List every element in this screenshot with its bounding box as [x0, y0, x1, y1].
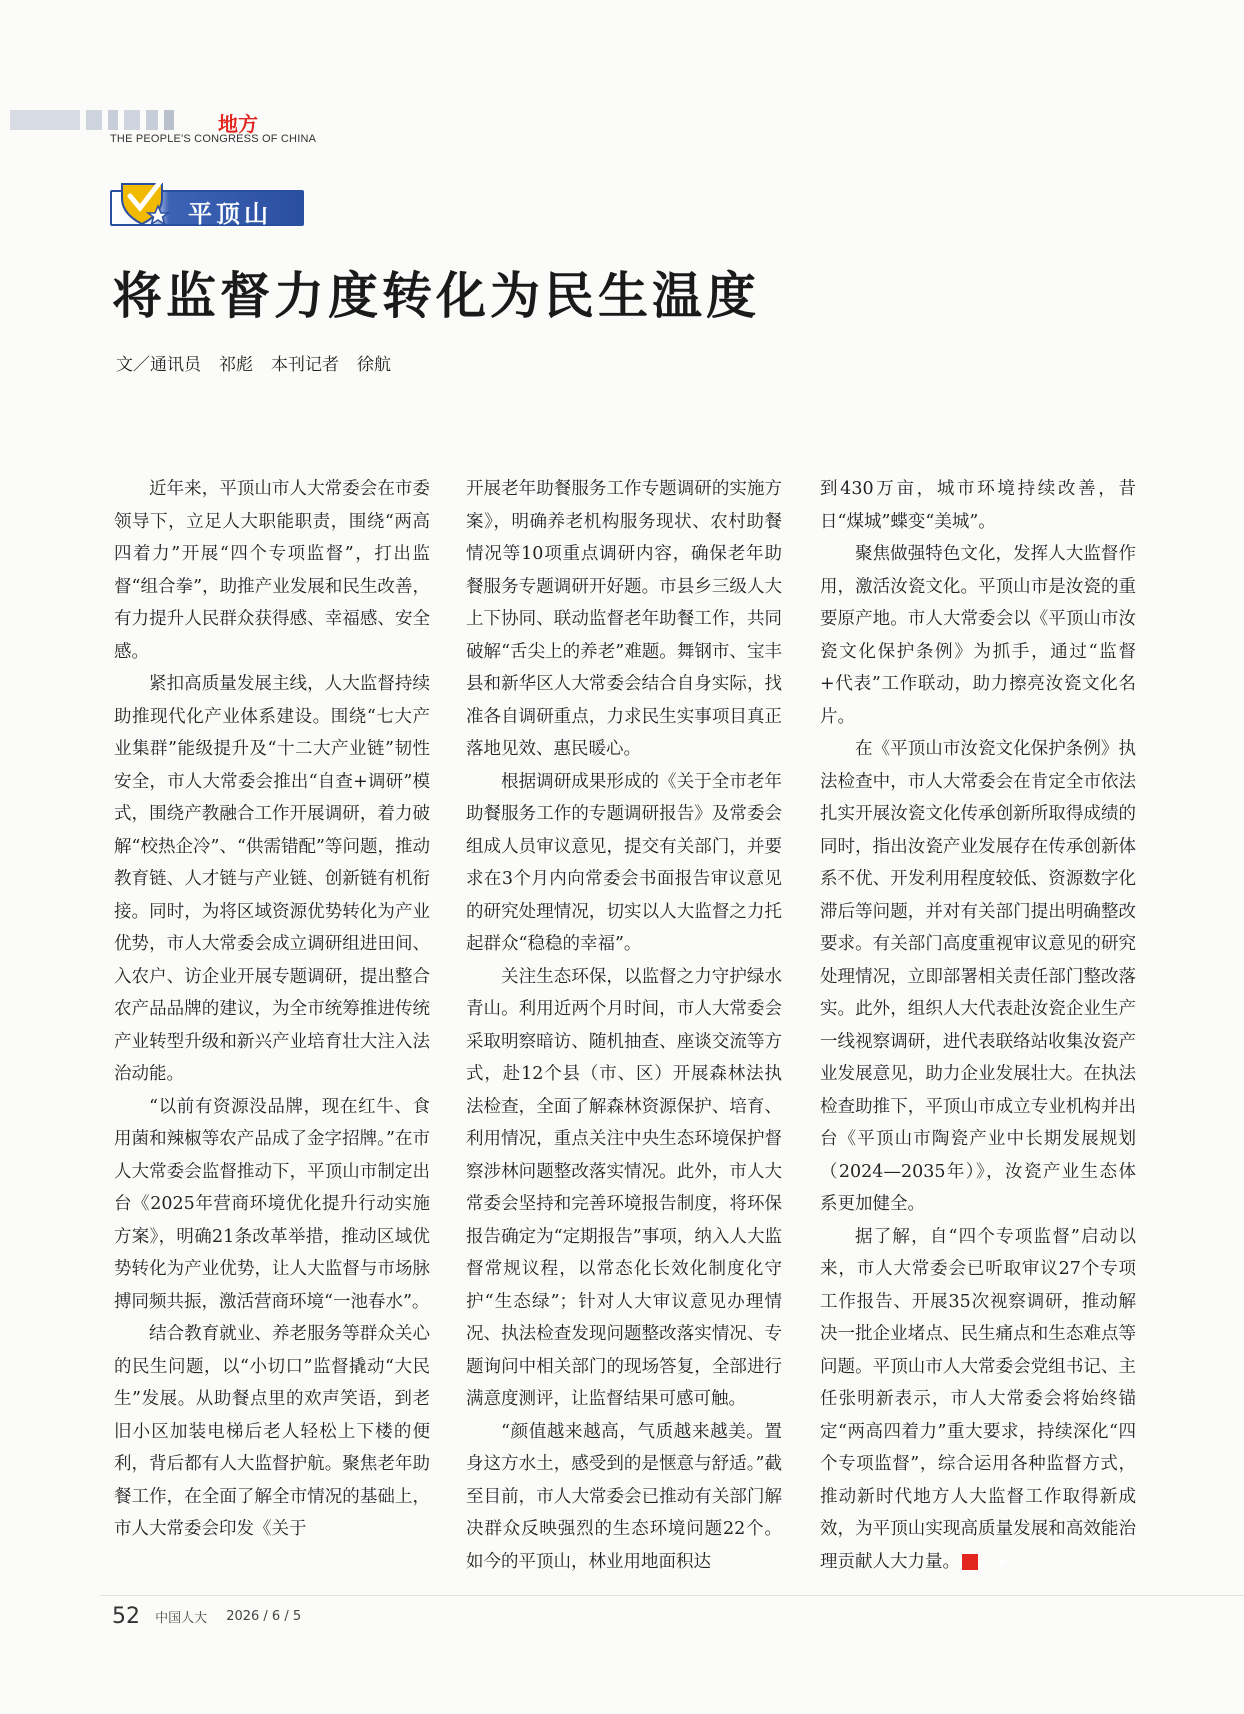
paragraph: 根据调研成果形成的《关于全市老年助餐服务工作的专题调研报告》及常委会组成人员审议意见，提交有关部门，并要求在3个月内向常委会书面报告审议意见的研究处理情况，切实以人大监督之力托起群众“稳稳的幸福”。	[466, 771, 782, 954]
byline-author-1: 祁彪	[219, 355, 253, 375]
byline-author-2: 徐航	[357, 355, 391, 375]
paragraph: 开展老年助餐服务工作专题调研的实施方案》，明确养老机构服务现状、农村助餐情况等10项重点调研内容，确保老年助餐服务专题调研开好题。市县乡三级人大上下协同、联动监督老年助餐工作，共同破解“舌尖上的养老”难题。舞钢市、宝丰县和新华区人大常委会结合自身实际，找准各自调研重点，力求民生实事项目真正落地见效、惠民暖心。	[466, 479, 782, 759]
paragraph: 结合教育就业、养老服务等群众关心的民生问题，以“小切口”监督撬动“大民生”发展。从助餐点里的欢声笑语，到老旧小区加装电梯后老人轻松上下楼的便利，背后都有人大监督护航。聚焦老年助餐工作，在全面了解全市情况的基础上，市人大常委会印发《关于	[114, 1324, 430, 1539]
article-title: 将监督力度转化为民生温度	[112, 267, 760, 325]
paragraph: 聚焦做强特色文化，发挥人大监督作用，激活汝瓷文化。平顶山市是汝瓷的重要原产地。市人大常委会以《平顶山市汝瓷文化保护条例》为抓手，通过“监督+代表”工作联动，助力擦亮汝瓷文化名片。	[820, 544, 1136, 727]
paragraph: 关注生态环保，以监督之力守护绿水青山。利用近两个月时间，市人大常委会采取明察暗访、随机抽查、座谈交流等方式，赴12个县（市、区）开展森林法执法检查，全面了解森林资源保护、培育、利用情况，重点关注中央生态环境保护督察涉林问题整改落实情况。此外，市人大常委会坚持和完善环境报告制度，将环保报告确定为“定期报告”事项，纳入人大监督常规议程，以常态化长效化制度化守护“生态绿”；针对人大审议意见办理情况、执法检查发现问题整改落实情况、专题询问中相关部门的现场答复，全部进行满意度测评，让监督结果可感可触。	[466, 966, 782, 1409]
paragraph: 到430万亩，城市环境持续改善，昔日“煤城”蝶变“美城”。	[820, 479, 1136, 532]
byline-role-2: 本刊记者	[271, 355, 339, 375]
header-decor-blocks	[10, 110, 174, 130]
check-star-badge-icon	[116, 176, 172, 226]
paragraph: 紧扣高质量发展主线，人大监督持续助推现代化产业体系建设。围绕“七大产业集群”能级提升及“十二大产业链”韧性安全，市人大常委会推出“自查+调研”模式，围绕产教融合工作开展调研，着力破解“校热企冷”、“供需错配”等问题，推动教育链、人才链与产业链、创新链有机衔接。同时，为将区域资源优势转化为产业优势，市人大常委会成立调研组进田间、入农户、访企业开展专题调研，提出整合农产品品牌的建议，为全市统筹推进传统产业转型升级和新兴产业培育壮大注入法治动能。	[114, 674, 430, 1084]
city-tag	[110, 180, 302, 228]
article-column-2	[466, 473, 782, 1578]
paragraph-last	[820, 1221, 1136, 1579]
byline-prefix: 文／通讯员	[116, 355, 201, 375]
paragraph: 近年来，平顶山市人大常委会在市委领导下，立足人大职能职责，围绕“两高四着力”开展“四个专项监督”，打出监督“组合拳”，助推产业发展和民生改善，有力提升人民群众获得感、幸福感、安全感。	[114, 479, 430, 662]
footer-divider	[100, 1595, 1244, 1596]
page-header	[10, 108, 370, 148]
magazine-chinese-name: 中国人大	[155, 1611, 208, 1626]
article-column-1	[114, 473, 430, 1546]
magazine-english-name: THE PEOPLE'S CONGRESS OF CHINA	[110, 133, 317, 145]
page-number: 52	[112, 1604, 140, 1629]
issue-date: 2026 / 6 / 5	[226, 1609, 302, 1624]
article-column-3	[820, 473, 1136, 1578]
city-tag-label: 平顶山	[188, 199, 272, 228]
page-footer	[112, 1604, 301, 1629]
paragraph-text: 据了解，自“四个专项监督”启动以来，市人大常委会已听取审议27个专项工作报告、开展35次视察调研，推动解决一批企业堵点、民生痛点和生态难点等问题。平顶山市人大常委会党组书记、主任张明新表示，市人大常委会将始终锚定“两高四着力”重大要求，持续深化“四个专项监督”，综合运用各种监督方式，推动新时代地方人大监督工作取得新成效，为平顶山实现高质量发展和高效能治理贡献人大力量。	[820, 1226, 1136, 1572]
end-mark-icon: ★	[962, 1554, 978, 1570]
byline	[116, 350, 391, 375]
paragraph: “颜值越来越高，气质越来越美。置身这方水土，感受到的是惬意与舒适。”截至目前，市人大常委会已推动有关部门解决群众反映强烈的生态环境问题22个。如今的平顶山，林业用地面积达	[466, 1421, 782, 1572]
paragraph: “以前有资源没品牌，现在红牛、食用菌和辣椒等农产品成了金字招牌。”在市人大常委会监督推动下，平顶山市制定出台《2025年营商环境优化提升行动实施方案》，明确21条改革举措，推动区域优势转化为产业优势，让人大监督与市场脉搏同频共振，激活营商环境“一池春水”。	[114, 1096, 430, 1312]
paragraph: 在《平顶山市汝瓷文化保护条例》执法检查中，市人大常委会在肯定全市依法扎实开展汝瓷文化传承创新所取得成绩的同时，指出汝瓷产业发展存在传承创新体系不优、开发利用程度较低、资源数字化滞后等问题，并对有关部门提出明确整改要求。有关部门高度重视审议意见的研究处理情况，立即部署相关责任部门整改落实。此外，组织人大代表赴汝瓷企业生产一线视察调研，进代表联络站收集汝瓷产业发展意见，助力企业发展壮大。在执法检查助推下，平顶山市成立专业机构并出台《平顶山市陶瓷产业中长期发展规划（2024—2035年）》，汝瓷产业生态体系更加健全。	[820, 739, 1136, 1214]
section-label: 地方	[218, 112, 258, 136]
